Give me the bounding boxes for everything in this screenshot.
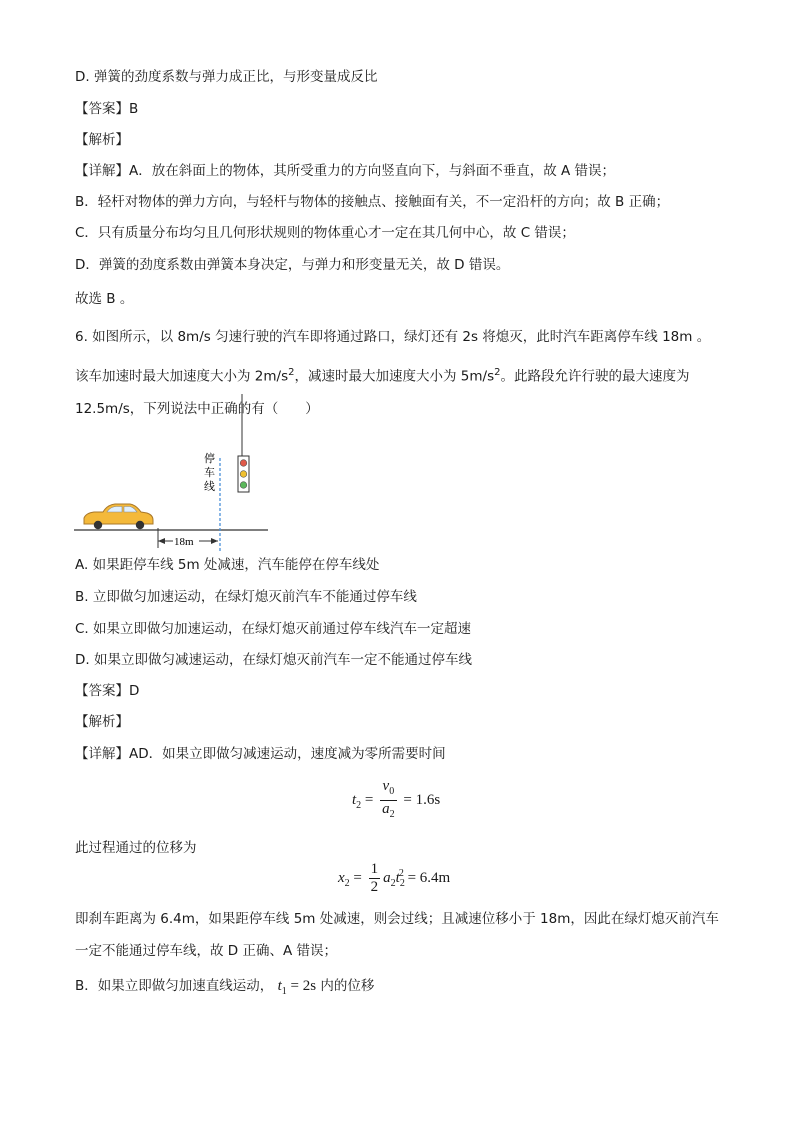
q5-detail-b: B．轻杆对物体的弹力方向，与轻杆与物体的接触点、接触面有关，不一定沿杆的方向；故 B 正确；: [75, 194, 670, 210]
q6-stem-2b: ，减速时最大加速度大小为 5m/s: [294, 368, 495, 385]
inline-t: t: [277, 978, 282, 994]
q5-option-d: D. 弹簧的劲度系数与弹力成正比，与形变量成反比: [75, 69, 378, 85]
eq1-den: a: [382, 801, 390, 817]
q5-detail-a: 【详解】A．放在斜面上的物体，其所受重力的方向竖直向下，与斜面不垂直，故 A 错误；: [75, 163, 616, 179]
eq1-num-sub: 0: [389, 786, 395, 797]
q5-analysis-heading: 【解析】: [75, 132, 129, 148]
red-light-icon: [240, 460, 247, 467]
eq2-t: t: [395, 869, 400, 886]
eq2-a-sub: 2: [390, 877, 396, 889]
q6-detail-4: 一定不能通过停车线，故 D 正确、A 错误；: [75, 943, 338, 959]
q5-answer: 【答案】B: [75, 101, 139, 117]
eq1-fraction: [380, 778, 397, 823]
q6-stem-line-2: [75, 364, 690, 386]
stop-line-label: [204, 451, 219, 493]
eq1-result: = 1.6s: [403, 791, 441, 808]
eq1-num: v: [382, 778, 390, 794]
eq2-t-sup: 2: [398, 867, 404, 879]
q6-detail-3: 即刹车距离为 6.4m，如果距停车线 5m 处减速，则会过线；且减速位移小于 18m，因此在绿灯熄灭前汽车: [75, 911, 719, 927]
stop-line-label-char1: 停: [204, 452, 215, 465]
q5-conclusion: 故选 B 。: [75, 291, 134, 307]
q6-analysis-heading: 【解析】: [75, 714, 129, 730]
q6-stem-line-3: 12.5m/s，下列说法中正确的有（ ）: [75, 401, 319, 417]
stop-line-label-char2: 车: [204, 466, 215, 479]
eq2-t-sub: 2: [399, 877, 405, 889]
q6-option-d: D. 如果立即做匀减速运动，在绿灯熄灭前汽车一定不能通过停车线: [75, 652, 472, 668]
superscript-2: 2: [494, 367, 501, 378]
superscript-2: 2: [288, 367, 295, 378]
car-icon: [84, 504, 153, 529]
eq2-lhs: x: [338, 869, 345, 886]
q6-detail-5: [75, 977, 374, 1001]
q6-detail-1: 【详解】AD．如果立即做匀减速运动，速度减为零所需要时间: [75, 746, 446, 762]
arrow-head-right: [211, 538, 218, 544]
car-wheel-rear: [136, 521, 144, 529]
inline-t1: [277, 978, 317, 997]
eq2-num: 1: [370, 861, 379, 877]
q6-option-c: C. 如果立即做匀加速运动，在绿灯熄灭前通过停车线汽车一定超速: [75, 621, 472, 637]
q6-detail-5a: B．如果立即做匀加速直线运动，: [75, 978, 274, 994]
equation-t2: $t_2$ = $\frac{v_0}{a_2}$ = 1.6s: [352, 778, 440, 823]
eq2-lhs-sub: 2: [344, 877, 350, 889]
arrow-head-left: [158, 538, 165, 544]
equation-x2: $x_2$ = $\frac{1}{2}$ $a_2t_2^2 = 6.4m$: [338, 861, 451, 895]
q6-option-a: A. 如果距停车线 5m 处减速，汽车能停在停车线处: [75, 557, 380, 573]
eq1-lhs-sub: 2: [356, 799, 362, 811]
q5-detail-c: C．只有质量分布均匀且几何形状规则的物体重心才一定在其几何中心，故 C 错误；: [75, 225, 575, 241]
q6-answer: 【答案】D: [75, 683, 140, 699]
eq2-fraction: [369, 861, 381, 896]
q6-stem-line-1: 6. 如图所示，以 8m/s 匀速行驶的汽车即将通过路口，绿灯还有 2s 将熄灭，此时汽车距离停车线 18m 。: [75, 329, 711, 345]
eq2-result: = 6.4m: [407, 869, 451, 886]
distance-label: 18m: [174, 536, 194, 548]
eq1-den-sub: 2: [389, 809, 395, 820]
eq2-a: a: [383, 869, 391, 886]
traffic-figure: [70, 392, 280, 556]
q6-stem-2a: 该车加速时最大加速度大小为 2m/s: [75, 368, 289, 385]
eq1-lhs: t: [352, 791, 357, 808]
car-wheel-front: [94, 521, 102, 529]
q6-detail-5b: 内的位移: [320, 978, 375, 994]
q6-detail-2: 此过程通过的位移为: [75, 840, 197, 856]
inline-t-val: = 2s: [290, 978, 317, 994]
green-light-icon: [240, 482, 247, 489]
eq2-den: 2: [370, 879, 379, 895]
traffic-diagram: [70, 392, 280, 552]
q5-detail-d: D．弹簧的劲度系数由弹簧本身决定，与弹力和形变量无关，故 D 错误。: [75, 257, 510, 273]
inline-t-sub: 1: [281, 986, 287, 997]
q6-option-b: B. 立即做匀加速运动，在绿灯熄灭前汽车不能通过停车线: [75, 589, 417, 605]
stop-line-label-char3: 线: [204, 480, 215, 493]
yellow-light-icon: [240, 471, 247, 478]
q6-stem-2c: 。此路段允许行驶的最大速度为: [500, 368, 690, 385]
